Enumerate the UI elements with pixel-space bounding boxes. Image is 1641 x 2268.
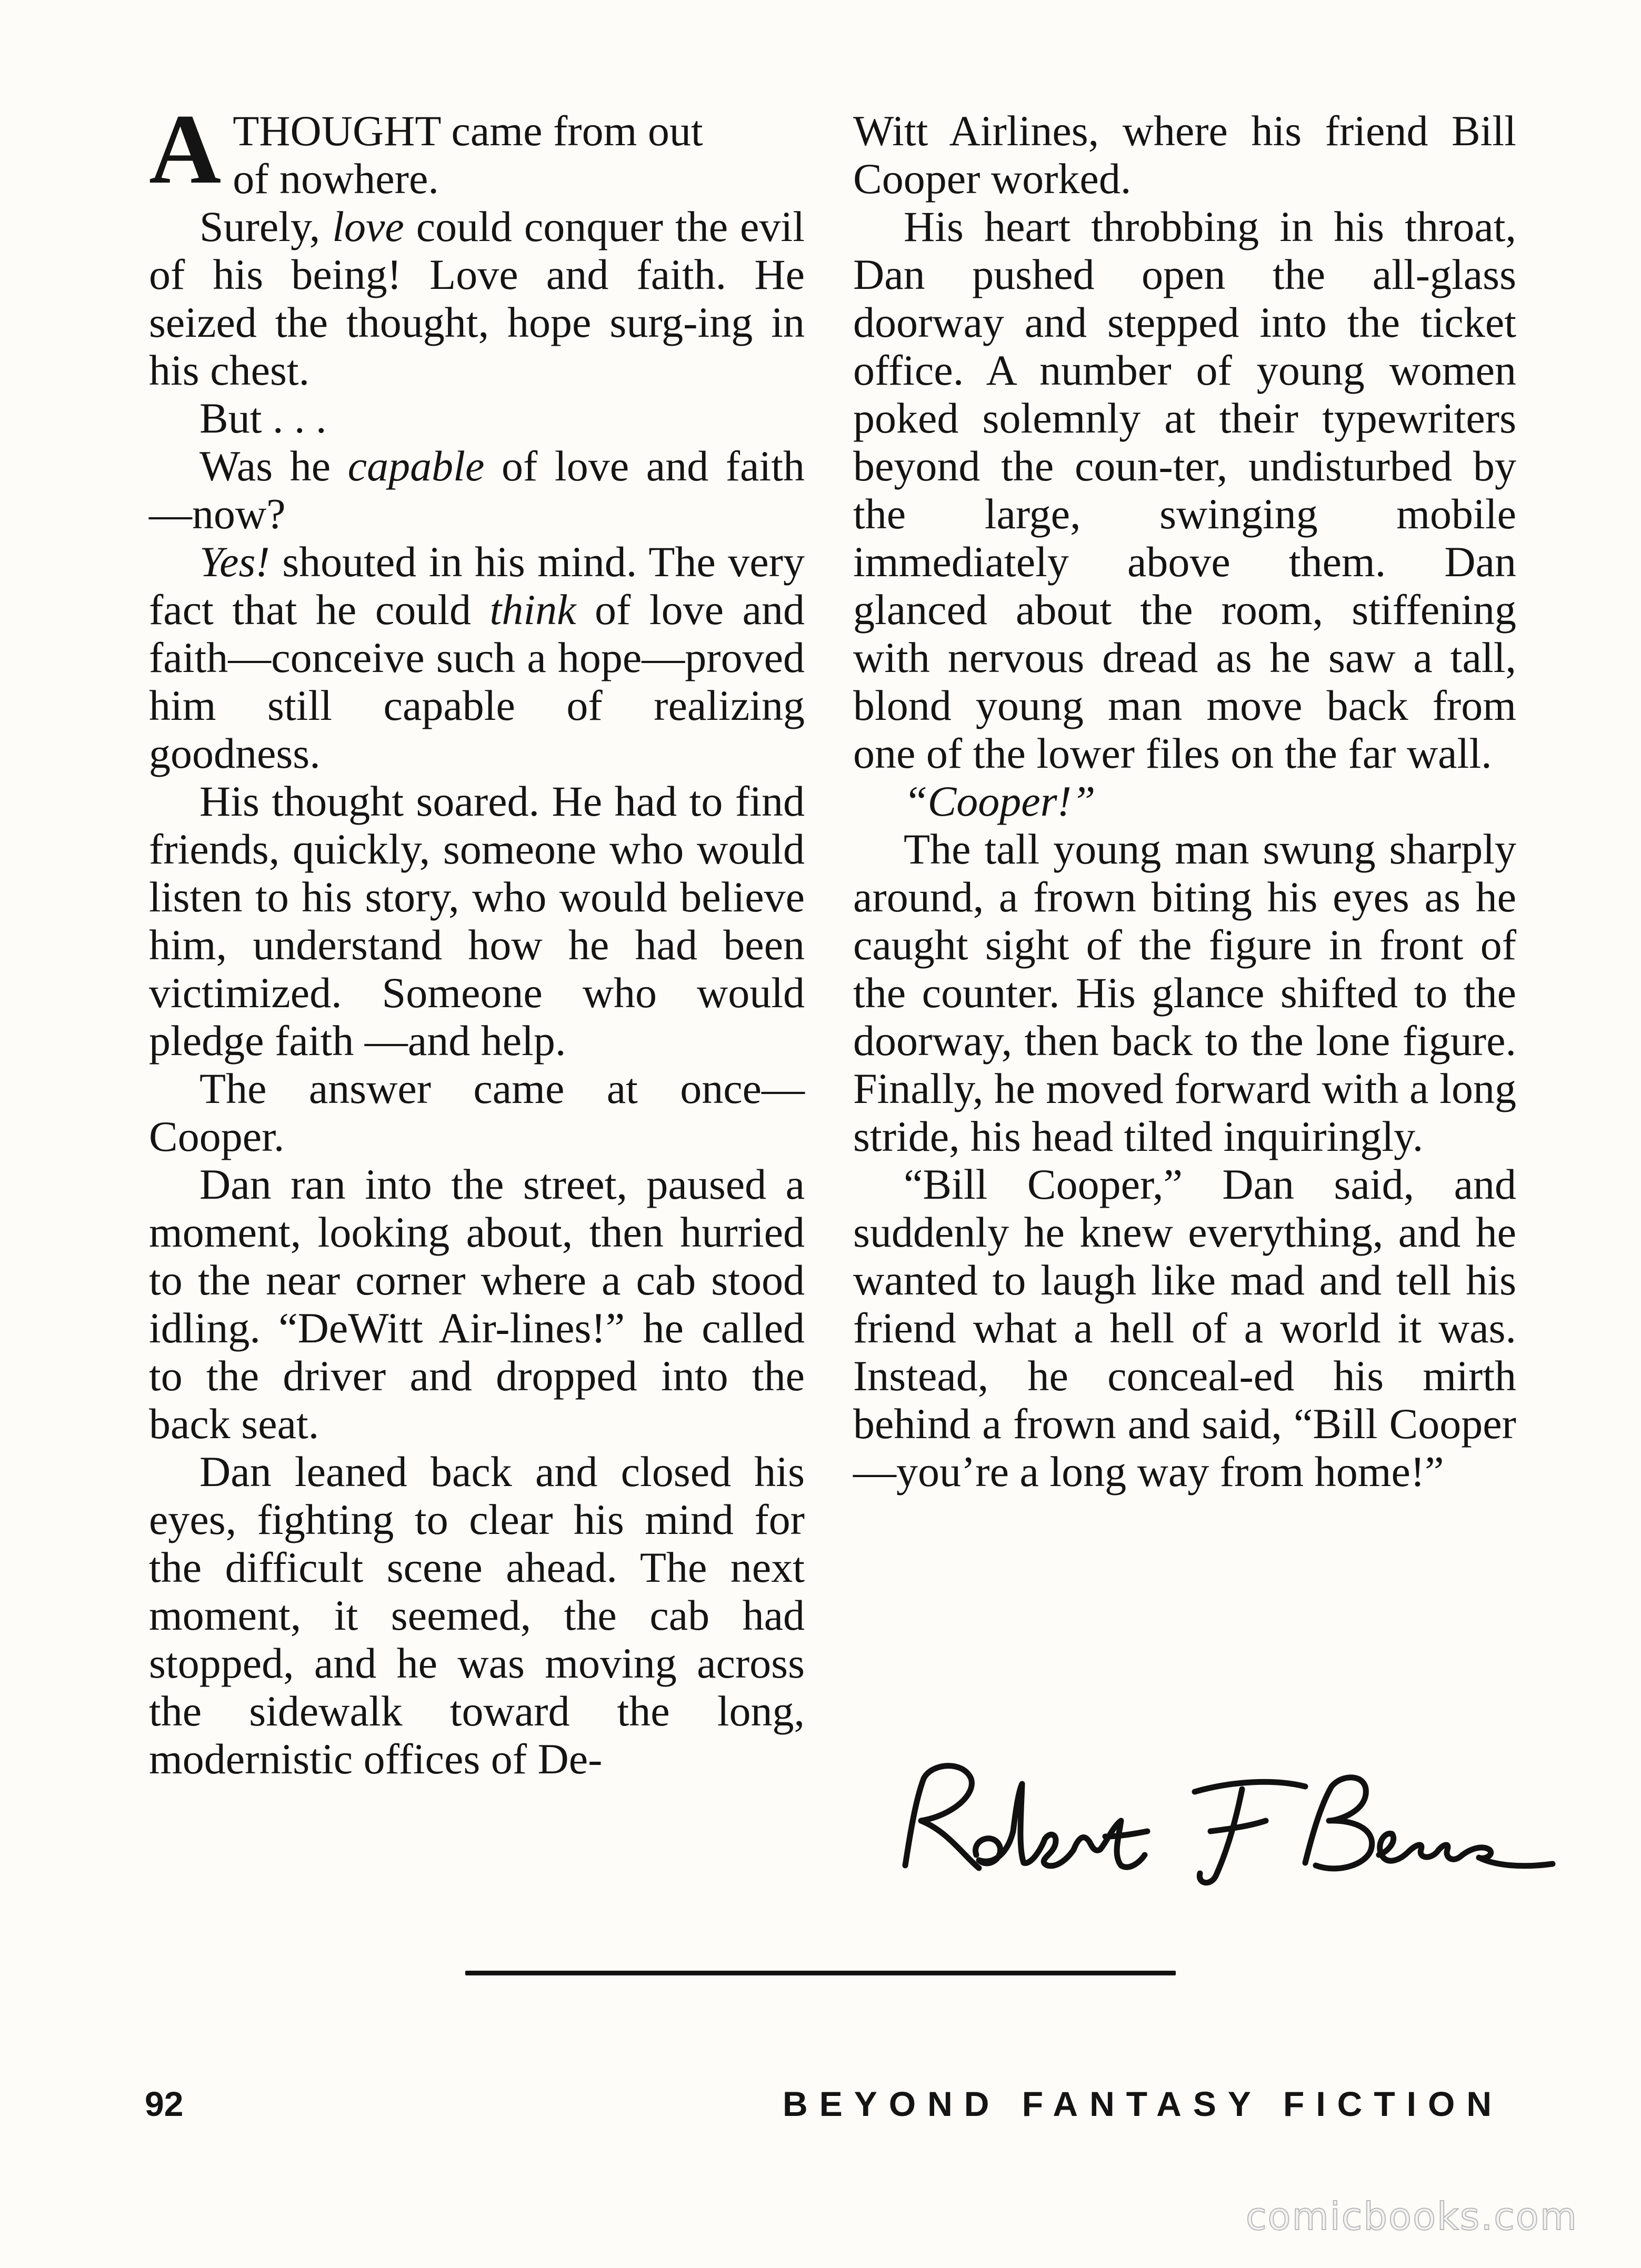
watermark: comicbooks.com — [1245, 2194, 1578, 2239]
paragraph-continued: Witt Airlines, where his friend Bill Cooper worked. — [853, 107, 1516, 203]
magazine-title: BEYOND FANTASY FICTION — [783, 2084, 1503, 2123]
author-signature — [874, 1742, 1563, 1900]
section-divider — [465, 1971, 1176, 1975]
drop-cap: A — [149, 94, 219, 205]
paragraph: Surely, love could conquer the evil of his being! Love and faith. He seized the thought, hope surg-ing in his chest. — [149, 203, 805, 394]
paragraph: “Bill Cooper,” Dan said, and suddenly he knew everything, and he wanted to laugh like mad and tell his friend what a hell of a world it was. Instead, he conceal-ed his mirth behind a frown and said, “Bill Cooper—you’re a long way from home!” — [853, 1160, 1516, 1496]
page-number: 92 — [145, 2084, 184, 2123]
opening-line: THOUGHT came from out — [233, 107, 703, 155]
paragraph: The tall young man swung sharply around, a frown biting his eyes as he caught sight of the figure in front of the counter. His glance shifted to the doorway, then back to the lone figure. Finally, he moved forward with a long stride, his head tilted inquiringly. — [853, 825, 1516, 1160]
story-column-left — [149, 94, 805, 1783]
paragraph: “Cooper!” — [904, 777, 1096, 825]
paragraph: Yes! shouted in his mind. The very fact that he could think of love and faith—conceive such a hope—proved him still capable of realizing goodness. — [149, 538, 805, 777]
paragraph: Dan leaned back and closed his eyes, fighting to clear his mind for the difficult scene ahead. The next moment, it seemed, the cab had stopped, and he was moving across the sidewalk toward the long, modernistic offices of De- — [149, 1448, 805, 1783]
story-column-right — [853, 107, 1516, 1496]
opening-paragraph — [149, 94, 805, 205]
paragraph: His heart throbbing in his throat, Dan pushed open the all-glass doorway and stepped into the ticket office. A number of young women poked solemnly at their typewriters beyond the coun-ter, undisturbed by the large, swinging mobile immediately above them. Dan glanced about the room, stiffening with nervous dread as he saw a tall, blond young man move back from one of the lower files on the far wall. — [853, 203, 1516, 777]
opening-line-continued: of nowhere. — [233, 155, 439, 203]
paragraph: Dan ran into the street, paused a moment, looking about, then hurried to the near corner where a cab stood idling. “DeWitt Air-lines!” he called to the driver and dropped into the back seat. — [149, 1160, 805, 1448]
paragraph: But . . . — [199, 394, 327, 442]
paragraph: The answer came at once— Cooper. — [149, 1065, 805, 1160]
paragraph: His thought soared. He had to find friends, quickly, someone who would listen to his story, who would believe him, understand how he had been victimized. Someone who would pledge faith —and help. — [149, 777, 805, 1065]
paragraph: Was he capable of love and faith—now? — [149, 442, 805, 538]
